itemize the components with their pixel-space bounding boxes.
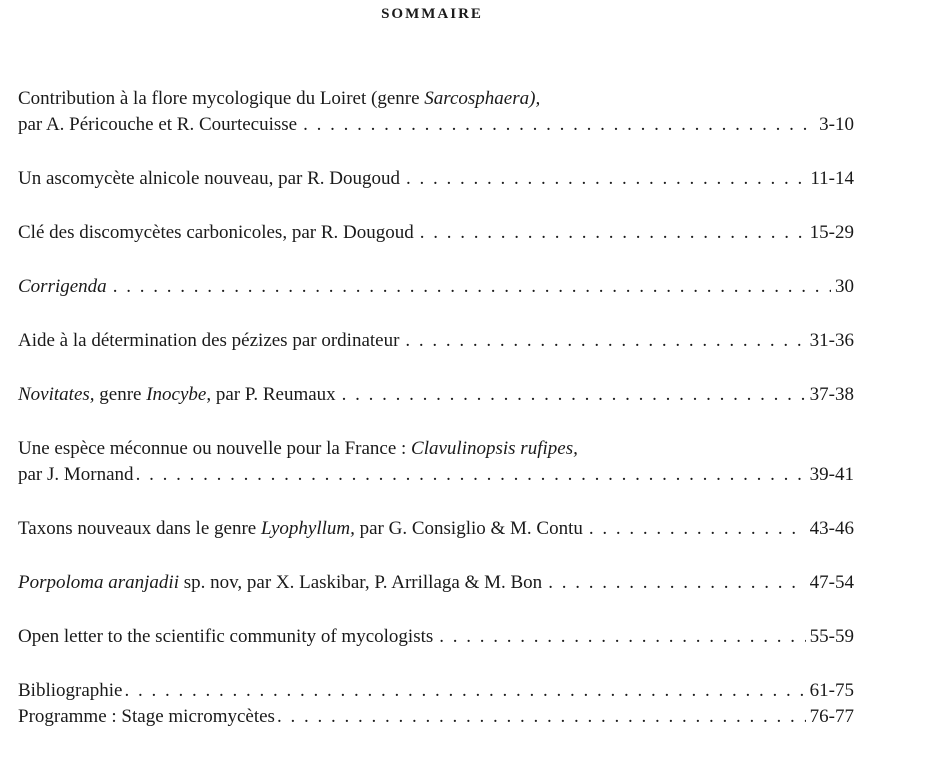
- toc-entry: [18, 86, 854, 138]
- toc-entry-line: [18, 112, 854, 138]
- entry-pages: 31-36: [809, 330, 854, 351]
- dot-leader: [589, 516, 806, 542]
- entry-title: Un ascomycète alnicole nouveau, par R. Dougoud: [18, 168, 400, 189]
- entry-title-italic: Clavulinopsis rufipes,: [411, 438, 578, 459]
- toc-entry: [18, 678, 854, 704]
- entry-pages: 30: [835, 276, 854, 297]
- entry-title-italic: Inocybe: [146, 384, 207, 405]
- dot-leader: [439, 624, 805, 650]
- dot-leader: [277, 704, 806, 730]
- toc-entry: [18, 274, 854, 300]
- toc-entry: [18, 382, 854, 408]
- dot-leader: [406, 166, 806, 192]
- entry-title: Contribution à la flore mycologique du Loiret (genre: [18, 88, 425, 109]
- entry-pages: 76-77: [809, 706, 854, 727]
- entry-title-italic: Sarcosphaera),: [424, 88, 541, 109]
- entry-pages: 11-14: [810, 168, 854, 189]
- toc-entry: [18, 220, 854, 246]
- toc-entry-line: [18, 436, 854, 462]
- entry-pages: 43-46: [809, 518, 854, 539]
- entry-title-italic: Novitates,: [18, 384, 95, 405]
- entry-pages: 47-54: [809, 572, 854, 593]
- dot-leader: [420, 220, 806, 246]
- dot-leader: [136, 462, 806, 488]
- entry-title: Open letter to the scientific community of mycologists: [18, 626, 434, 647]
- dot-leader: [124, 678, 805, 704]
- entry-author: par G. Consiglio & M. Contu: [354, 518, 583, 539]
- entry-title-italic: Lyophyllum,: [260, 518, 355, 539]
- entry-title: sp. nov, par X. Laskibar, P. Arrillaga & M. Bon: [178, 572, 543, 593]
- entry-pages: 39-41: [809, 464, 854, 485]
- entry-title: Corrigenda: [18, 276, 107, 297]
- entry-author: par J. Mornand: [18, 464, 134, 485]
- entry-author: par A. Péricouche et R. Courtecuisse: [18, 114, 298, 135]
- entry-title: Taxons nouveaux dans le genre: [18, 518, 261, 539]
- dot-leader: [548, 570, 805, 596]
- toc-entry: [18, 704, 854, 730]
- toc-entry-line: [18, 86, 854, 112]
- entry-pages: 37-38: [809, 384, 854, 405]
- entry-author: , par P. Reumaux: [206, 384, 336, 405]
- dot-leader: [113, 274, 831, 300]
- toc-entry: [18, 436, 854, 488]
- entry-pages: 61-75: [809, 680, 854, 701]
- entry-title: Bibliographie: [18, 680, 123, 701]
- toc-entry: [18, 624, 854, 650]
- table-of-contents: [18, 86, 854, 730]
- page-title: SOMMAIRE: [381, 6, 483, 22]
- entry-title-italic: Porpoloma aranjadii: [18, 572, 179, 593]
- entry-pages: 3-10: [819, 114, 854, 135]
- dot-leader: [303, 112, 815, 138]
- entry-title: genre: [94, 384, 147, 405]
- toc-entry-line: [18, 462, 854, 488]
- entry-pages: 55-59: [809, 626, 854, 647]
- entry-pages: 15-29: [809, 222, 854, 243]
- entry-title: Programme : Stage micromycètes: [18, 706, 275, 727]
- dot-leader: [342, 382, 806, 408]
- entry-title: Clé des discomycètes carbonicoles, par R. Dougoud: [18, 222, 414, 243]
- dot-leader: [405, 328, 805, 354]
- toc-entry: [18, 328, 854, 354]
- entry-title: Aide à la détermination des pézizes par ordinateur: [18, 330, 400, 351]
- toc-entry: [18, 570, 854, 596]
- entry-title: Une espèce méconnue ou nouvelle pour la France :: [18, 438, 412, 459]
- toc-entry: [18, 166, 854, 192]
- toc-entry: [18, 516, 854, 542]
